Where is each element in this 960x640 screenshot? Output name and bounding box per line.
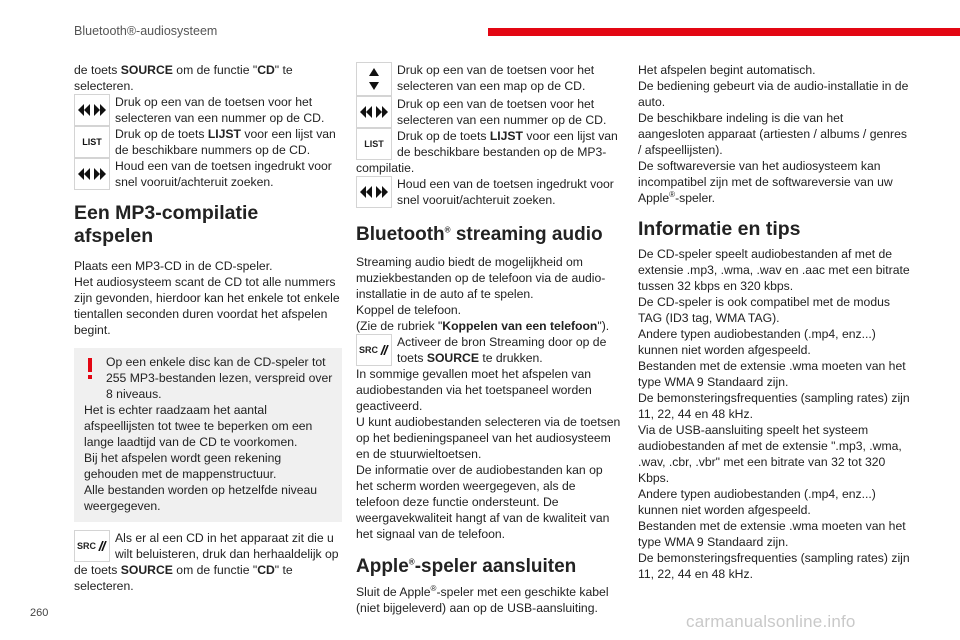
watermark: carmanualsonline.info <box>686 612 856 631</box>
list-button-icon: LIST <box>74 126 110 158</box>
paragraph: De CD-speler is ook compatibel met de modus TAG (ID3 tag, WMA TAG). <box>638 295 890 325</box>
instruction-fast-forward: Houd een van de toetsen ingedrukt voor snel vooruit/achteruit zoeken. <box>74 158 342 190</box>
warning-note: Op een enkele disc kan de CD-speler tot 255 MP3-bestanden lezen, verspreid over 8 niveaus. Het is echter raadzaam het aantal afspeellijsten tot twee te beperken om een lange laadtijd van de CD te voorkomen. Bij het afspelen wordt geen rekening gehouden met de mappenstructuur. Alle bestanden worden op hetzelfde niveau weergegeven. <box>74 348 342 522</box>
up-down-arrows-icon <box>356 62 392 96</box>
paragraph: In sommige gevallen moet het afspelen van audiobestanden via het toetspaneel worden geactiveerd. <box>356 367 592 413</box>
paragraph: Streaming audio biedt de mogelijkheid om muziekbestanden op de telefoon via de audio-installatie in de auto af te spelen. <box>356 255 606 301</box>
section-heading-mp3: Een MP3-compilatie afspelen <box>74 202 259 247</box>
running-header: Bluetooth®-audiosysteem <box>74 24 218 38</box>
instruction-list: LIST Druk op de toets LIJST voor een lijst van de beschikbare bestanden op de MP3-compilatie. <box>356 129 618 175</box>
column-1 <box>74 62 342 594</box>
skip-prev-next-icon <box>356 96 392 128</box>
intro-paragraph: de toets SOURCE om de functie "CD" te selecteren. <box>74 63 293 93</box>
list-button-icon: LIST <box>356 128 392 160</box>
source-instruction: SRC Als er al een CD in het apparaat zit die u wilt beluisteren, druk dan herhaaldelijk op de toets SOURCE om de functie "CD" te selecteren. <box>74 531 339 593</box>
column-2 <box>356 62 622 616</box>
paragraph: Sluit de Apple®-speler met een geschikte kabel (niet bijgeleverd) aan op de USB-aansluiting. <box>356 583 609 615</box>
paragraph: De bemonsteringsfrequenties (sampling rates) zijn 11, 22, 44 en 48 kHz. <box>638 551 910 581</box>
header-accent-bar <box>488 28 960 36</box>
page-number: 260 <box>30 607 49 619</box>
paragraph: Het audiosysteem scant de CD tot alle nummers zijn gevonden, hierdoor kan het enkele tot enkele tientallen seconden duren voordat het afspelen begint. <box>74 275 340 337</box>
paragraph: Via de USB-aansluiting speelt het systeem audiobestanden af met de extensie ".mp3, .wma, .wav, .cbr, .vbr" met een bitrate van 32 tot 320 Kbps. <box>638 423 902 485</box>
paragraph: Het afspelen begint automatisch. <box>638 63 816 77</box>
paragraph: (Zie de rubriek "Koppelen van een telefoon"). <box>356 319 610 333</box>
paragraph: De bediening gebeurt via de audio-installatie in de auto. <box>638 79 909 109</box>
instruction-folder-select: Druk op een van de toetsen voor het selecteren van een map op de CD. <box>356 62 622 96</box>
section-heading-tips: Informatie en tips <box>638 218 801 240</box>
skip-prev-next-icon <box>356 176 392 208</box>
column-3 <box>638 62 912 582</box>
paragraph: De CD-speler speelt audiobestanden af met de extensie .mp3, .wma, .wav en .aac met een bitrate tussen 32 kbps en 320 kbps. <box>638 247 910 293</box>
paragraph: Koppel de telefoon. <box>356 303 462 317</box>
instruction-track-select: Druk op een van de toetsen voor het selecteren van een nummer op de CD. <box>356 96 622 128</box>
paragraph: De informatie over de audiobestanden kan op het scherm worden weergegeven, als de telefoon deze functie ondersteunt. De weergavekwaliteit hangt af van de kwaliteit van het signaal van de telefoon. <box>356 463 610 541</box>
paragraph: Andere typen audiobestanden (.mp4, enz...) kunnen niet worden afgespeeld. <box>638 327 876 357</box>
paragraph: De beschikbare indeling is die van het aangesloten apparaat (artiesten / albums / genres / afspeellijsten). <box>638 111 907 157</box>
section-heading-apple: Apple®-speler aansluiten <box>356 556 577 577</box>
skip-prev-next-icon <box>74 158 110 190</box>
src-button-icon: SRC <box>74 530 110 562</box>
paragraph: De softwareversie van het audiosysteem kan incompatibel zijn met de softwareversie van uw Apple®-speler. <box>638 159 893 205</box>
paragraph: Bestanden met de extensie .wma moeten van het type WMA 9 Standaard zijn. <box>638 359 906 389</box>
section-heading-bluetooth: Bluetooth® streaming audio <box>356 224 603 245</box>
instruction-track-select: Druk op een van de toetsen voor het selecteren van een nummer op de CD. <box>74 94 342 126</box>
instruction-list: LIST Druk op de toets LIJST voor een lijst van de beschikbare nummers op de CD. <box>74 126 342 158</box>
instruction-fast-forward: Houd een van de toetsen ingedrukt voor snel vooruit/achteruit zoeken. <box>356 176 622 208</box>
paragraph: Bestanden met de extensie .wma moeten van het type WMA 9 Standaard zijn. <box>638 519 906 549</box>
paragraph: Andere typen audiobestanden (.mp4, enz...) kunnen niet worden afgespeeld. <box>638 487 876 517</box>
paragraph: U kunt audiobestanden selecteren via de toetsen op het bedieningspaneel van het audiosysteem en de stuurwieltoetsen. <box>356 415 621 461</box>
paragraph: Plaats een MP3-CD in de CD-speler. <box>74 259 273 273</box>
source-instruction: SRC Activeer de bron Streaming door op de toets SOURCE te drukken. <box>356 334 622 366</box>
paragraph: De bemonsteringsfrequenties (sampling rates) zijn 11, 22, 44 en 48 kHz. <box>638 391 910 421</box>
src-button-icon: SRC <box>356 334 392 366</box>
warning-icon <box>86 358 94 380</box>
skip-prev-next-icon <box>74 94 110 126</box>
